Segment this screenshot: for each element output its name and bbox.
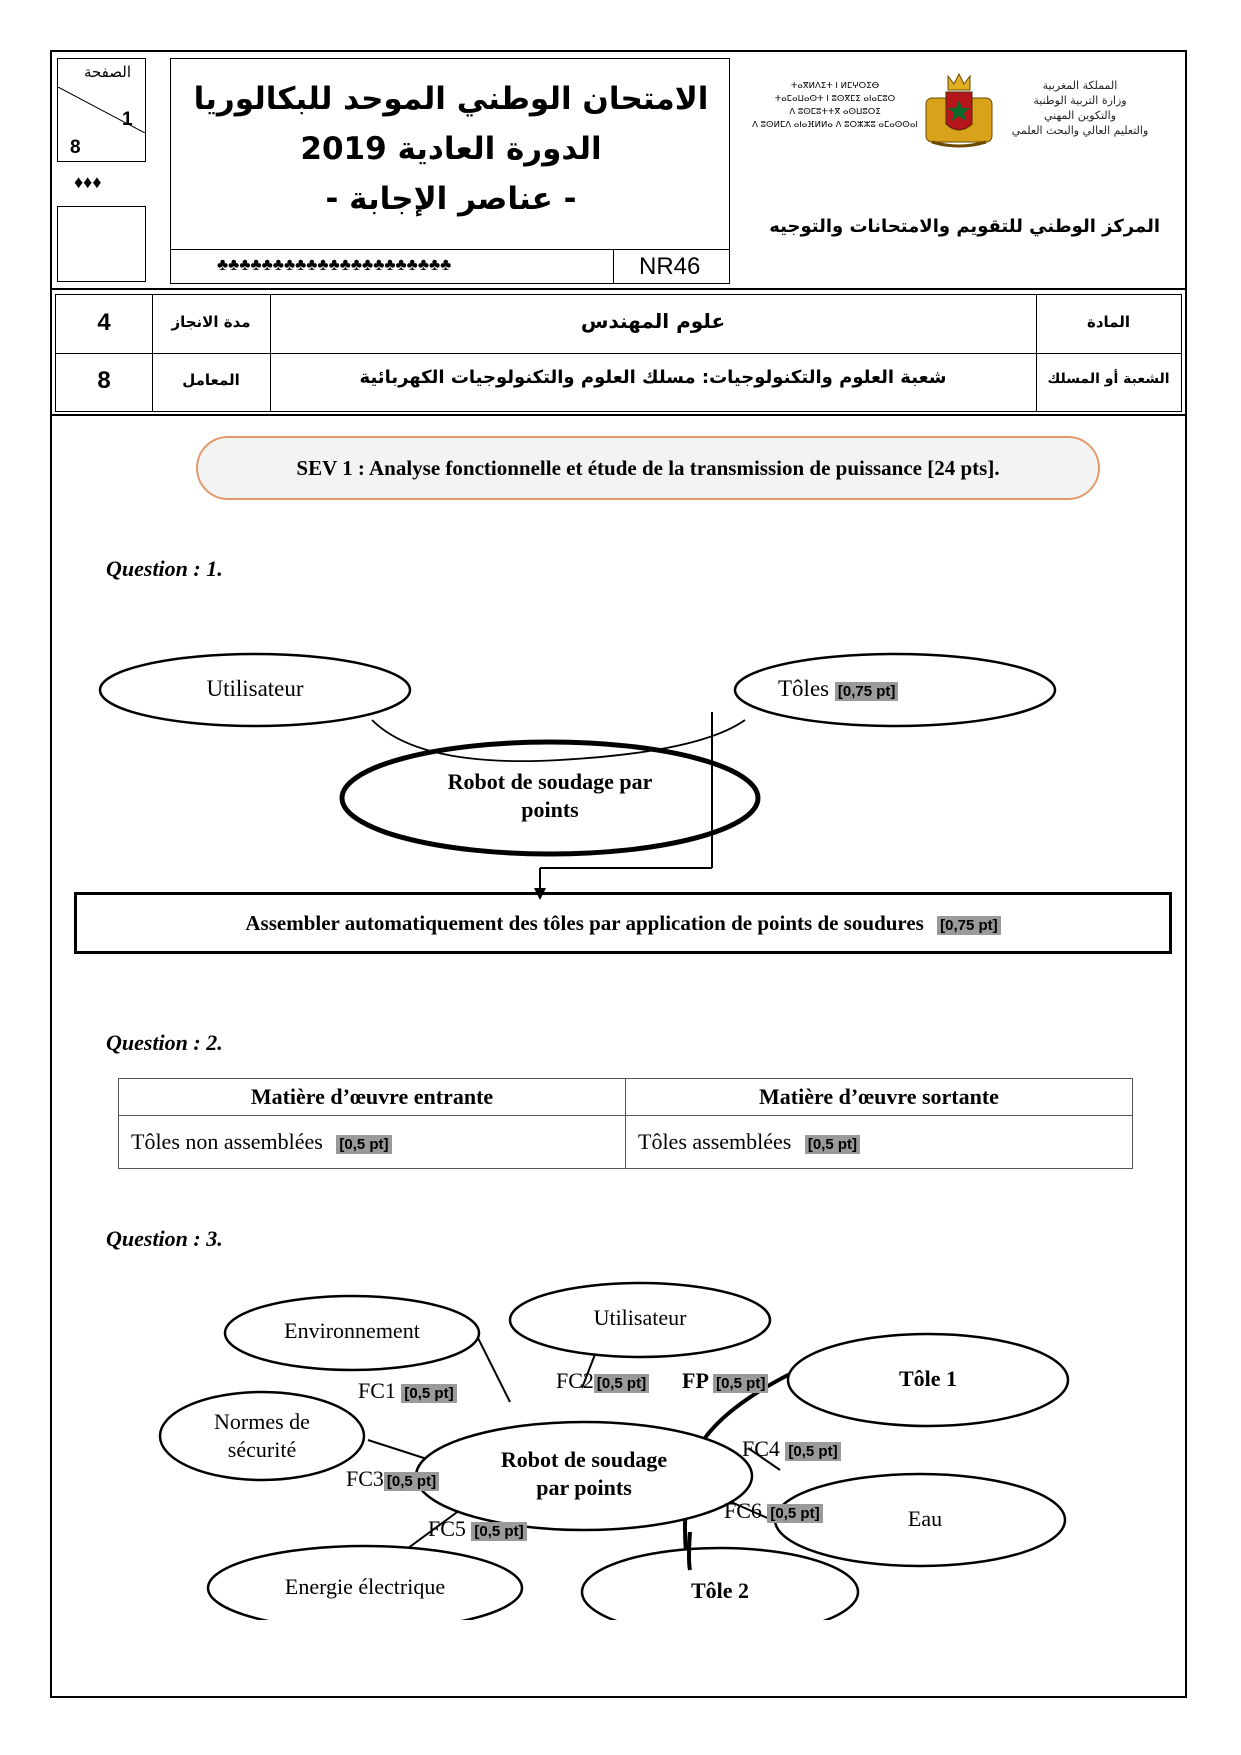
cell-out [626,1116,1133,1169]
fc6-points: [0,5 pt] [767,1504,822,1523]
q3-normes-line1: Normes de [214,1409,310,1434]
fp-link-end [689,1532,690,1570]
exam-code: NR46 [639,253,701,280]
answers-subtitle: - عناصر الإجابة - [325,181,577,217]
page-number: 1 [122,109,133,130]
info-row-divider [56,353,1181,354]
q3-energie: Energie électrique [284,1574,446,1599]
national-center-name: المركز الوطني للتقويم والامتحانات والتوجيه [769,216,1160,237]
fc5-label [428,1516,527,1542]
q3-robot-line2: par points [536,1475,632,1500]
fc4-points: [0,5 pt] [785,1442,840,1461]
function-text: Assembler automatiquement des tôles par application de points de soudures [245,911,924,935]
page-counter-box [57,58,146,162]
header-dots: ♦♦♦ [74,172,102,192]
q3-utilisateur: Utilisateur [593,1305,687,1330]
col-in-header: Matière d’œuvre entrante [119,1079,626,1116]
stars-line: ♣♣♣♣♣♣♣♣♣♣♣♣♣♣♣♣♣♣♣♣♣ [217,255,452,274]
q1-robot [342,768,758,824]
fp-label [682,1368,768,1394]
fc5-text: FC5 [428,1516,466,1541]
branch-label: الشعبة أو المسلك [1047,371,1170,387]
duration-label: مدة الانجاز [171,313,251,331]
exam-title: الامتحان الوطني الموحد للبكالوريا [193,81,709,117]
tifinagh-line: ⴷ ⵓⵙⵍⵎⴷ ⴰⵏⴰⴼⵍⵍⴰ ⴷ ⵓⵔⵣⵣⵓ ⴰⵎⴰⵙⵙⴰⵏ [752,120,918,130]
q1-robot-line2: points [521,797,579,822]
tifinagh-block [740,80,930,132]
subject-label: المادة [1086,313,1130,331]
ministry-line: وزارة التربية الوطنية [1033,94,1127,107]
ministry-line: والتعليم العالي والبحث العلمي [1011,124,1149,137]
table-header-row [119,1079,1133,1116]
fc3-points: [0,5 pt] [384,1472,439,1491]
q1-toles-wrap [778,676,898,702]
fp-points: [0,5 pt] [713,1374,768,1393]
fc2-text: FC2 [556,1368,594,1393]
tifinagh-line: ⵜⴰⵎⴰⵡⴰⵙⵜ ⵏ ⵓⵙⴳⵎⵉ ⴰⵏⴰⵎⵓⵔ [774,94,896,104]
fc1-text: FC1 [358,1378,396,1403]
q1-toles-points: [0,75 pt] [835,682,899,701]
branch-value: شعبة العلوم والتكنولوجيات: مسلك العلوم والتكنولوجيات الكهربائية [359,367,947,388]
function-box [74,892,1172,954]
table-row [119,1116,1133,1169]
ministry-block [1000,78,1160,138]
page-label: الصفحة [83,63,131,81]
title-box [170,58,730,284]
fc4-text: FC4 [742,1436,780,1461]
coef-label: المعامل [182,371,240,389]
q1-utilisateur: Utilisateur [206,676,304,701]
cell-out-text: Tôles assemblées [638,1129,792,1154]
info-bottom-rule [50,414,1187,416]
tifinagh-line: ⵜⴰⴳⵍⴷⵉⵜ ⵏ ⵍⵎⵖⵔⵉⴱ [790,81,880,91]
fc6-text: FC6 [724,1498,762,1523]
ministry-line: والتكوين المهني [1043,109,1117,122]
cell-in [119,1116,626,1169]
duration-value: 4 [97,309,111,336]
fc3-label [346,1466,439,1492]
session-title: الدورة العادية 2019 [300,131,602,167]
info-top-rule [50,288,1187,290]
cell-in-text: Tôles non assemblées [131,1129,323,1154]
q3-environnement: Environnement [284,1318,420,1343]
question-2-label: Question : 2. [106,1030,223,1055]
sev-title: SEV 1 : Analyse fonctionnelle et étude de la transmission de puissance [24 pts]. [296,456,1000,480]
fp-text: FP [682,1368,708,1393]
col-out-header: Matière d’œuvre sortante [626,1079,1133,1116]
q3-robot-line1: Robot de soudage [500,1447,668,1472]
q1-toles: Tôles [778,676,830,701]
page-total: 8 [70,137,81,158]
q3-tole1: Tôle 1 [898,1366,958,1391]
question-1-label: Question : 1. [106,556,223,581]
fc6-label [724,1498,823,1524]
fc1-label [358,1378,457,1404]
fc2-label [556,1368,649,1394]
header-separator [171,249,729,250]
coat-of-arms-emblem [924,70,994,150]
question-3-label: Question : 3. [106,1226,223,1251]
q3-eau: Eau [907,1506,943,1531]
q3-robot [416,1446,752,1502]
subject-value: علوم المهندس [580,309,726,333]
header-code-divider [613,249,614,283]
fc1-points: [0,5 pt] [401,1384,456,1403]
cell-out-points: [0,5 pt] [805,1135,860,1154]
q3-normes-line2: sécurité [227,1437,297,1462]
sev-banner [196,436,1100,500]
matter-table [118,1078,1133,1169]
fc3-text: FC3 [346,1466,384,1491]
cell-in-points: [0,5 pt] [336,1135,391,1154]
coef-value: 8 [97,367,111,394]
info-table [55,294,1182,412]
tifinagh-line: ⴷ ⵓⵙⵎⵓⵜⵜⴳ ⴰⵙⵡⵓⵔⵉ [789,107,881,117]
q3-tole2: Tôle 2 [690,1578,750,1603]
q1-robot-line1: Robot de soudage par [447,769,653,794]
function-points: [0,75 pt] [937,916,1001,935]
fc2-points: [0,5 pt] [594,1374,649,1393]
fc5-points: [0,5 pt] [471,1522,526,1541]
fc4-label [742,1436,841,1462]
blank-box [57,206,146,282]
q3-normes [160,1408,364,1464]
ministry-line: المملكة المغربية [1042,79,1118,92]
